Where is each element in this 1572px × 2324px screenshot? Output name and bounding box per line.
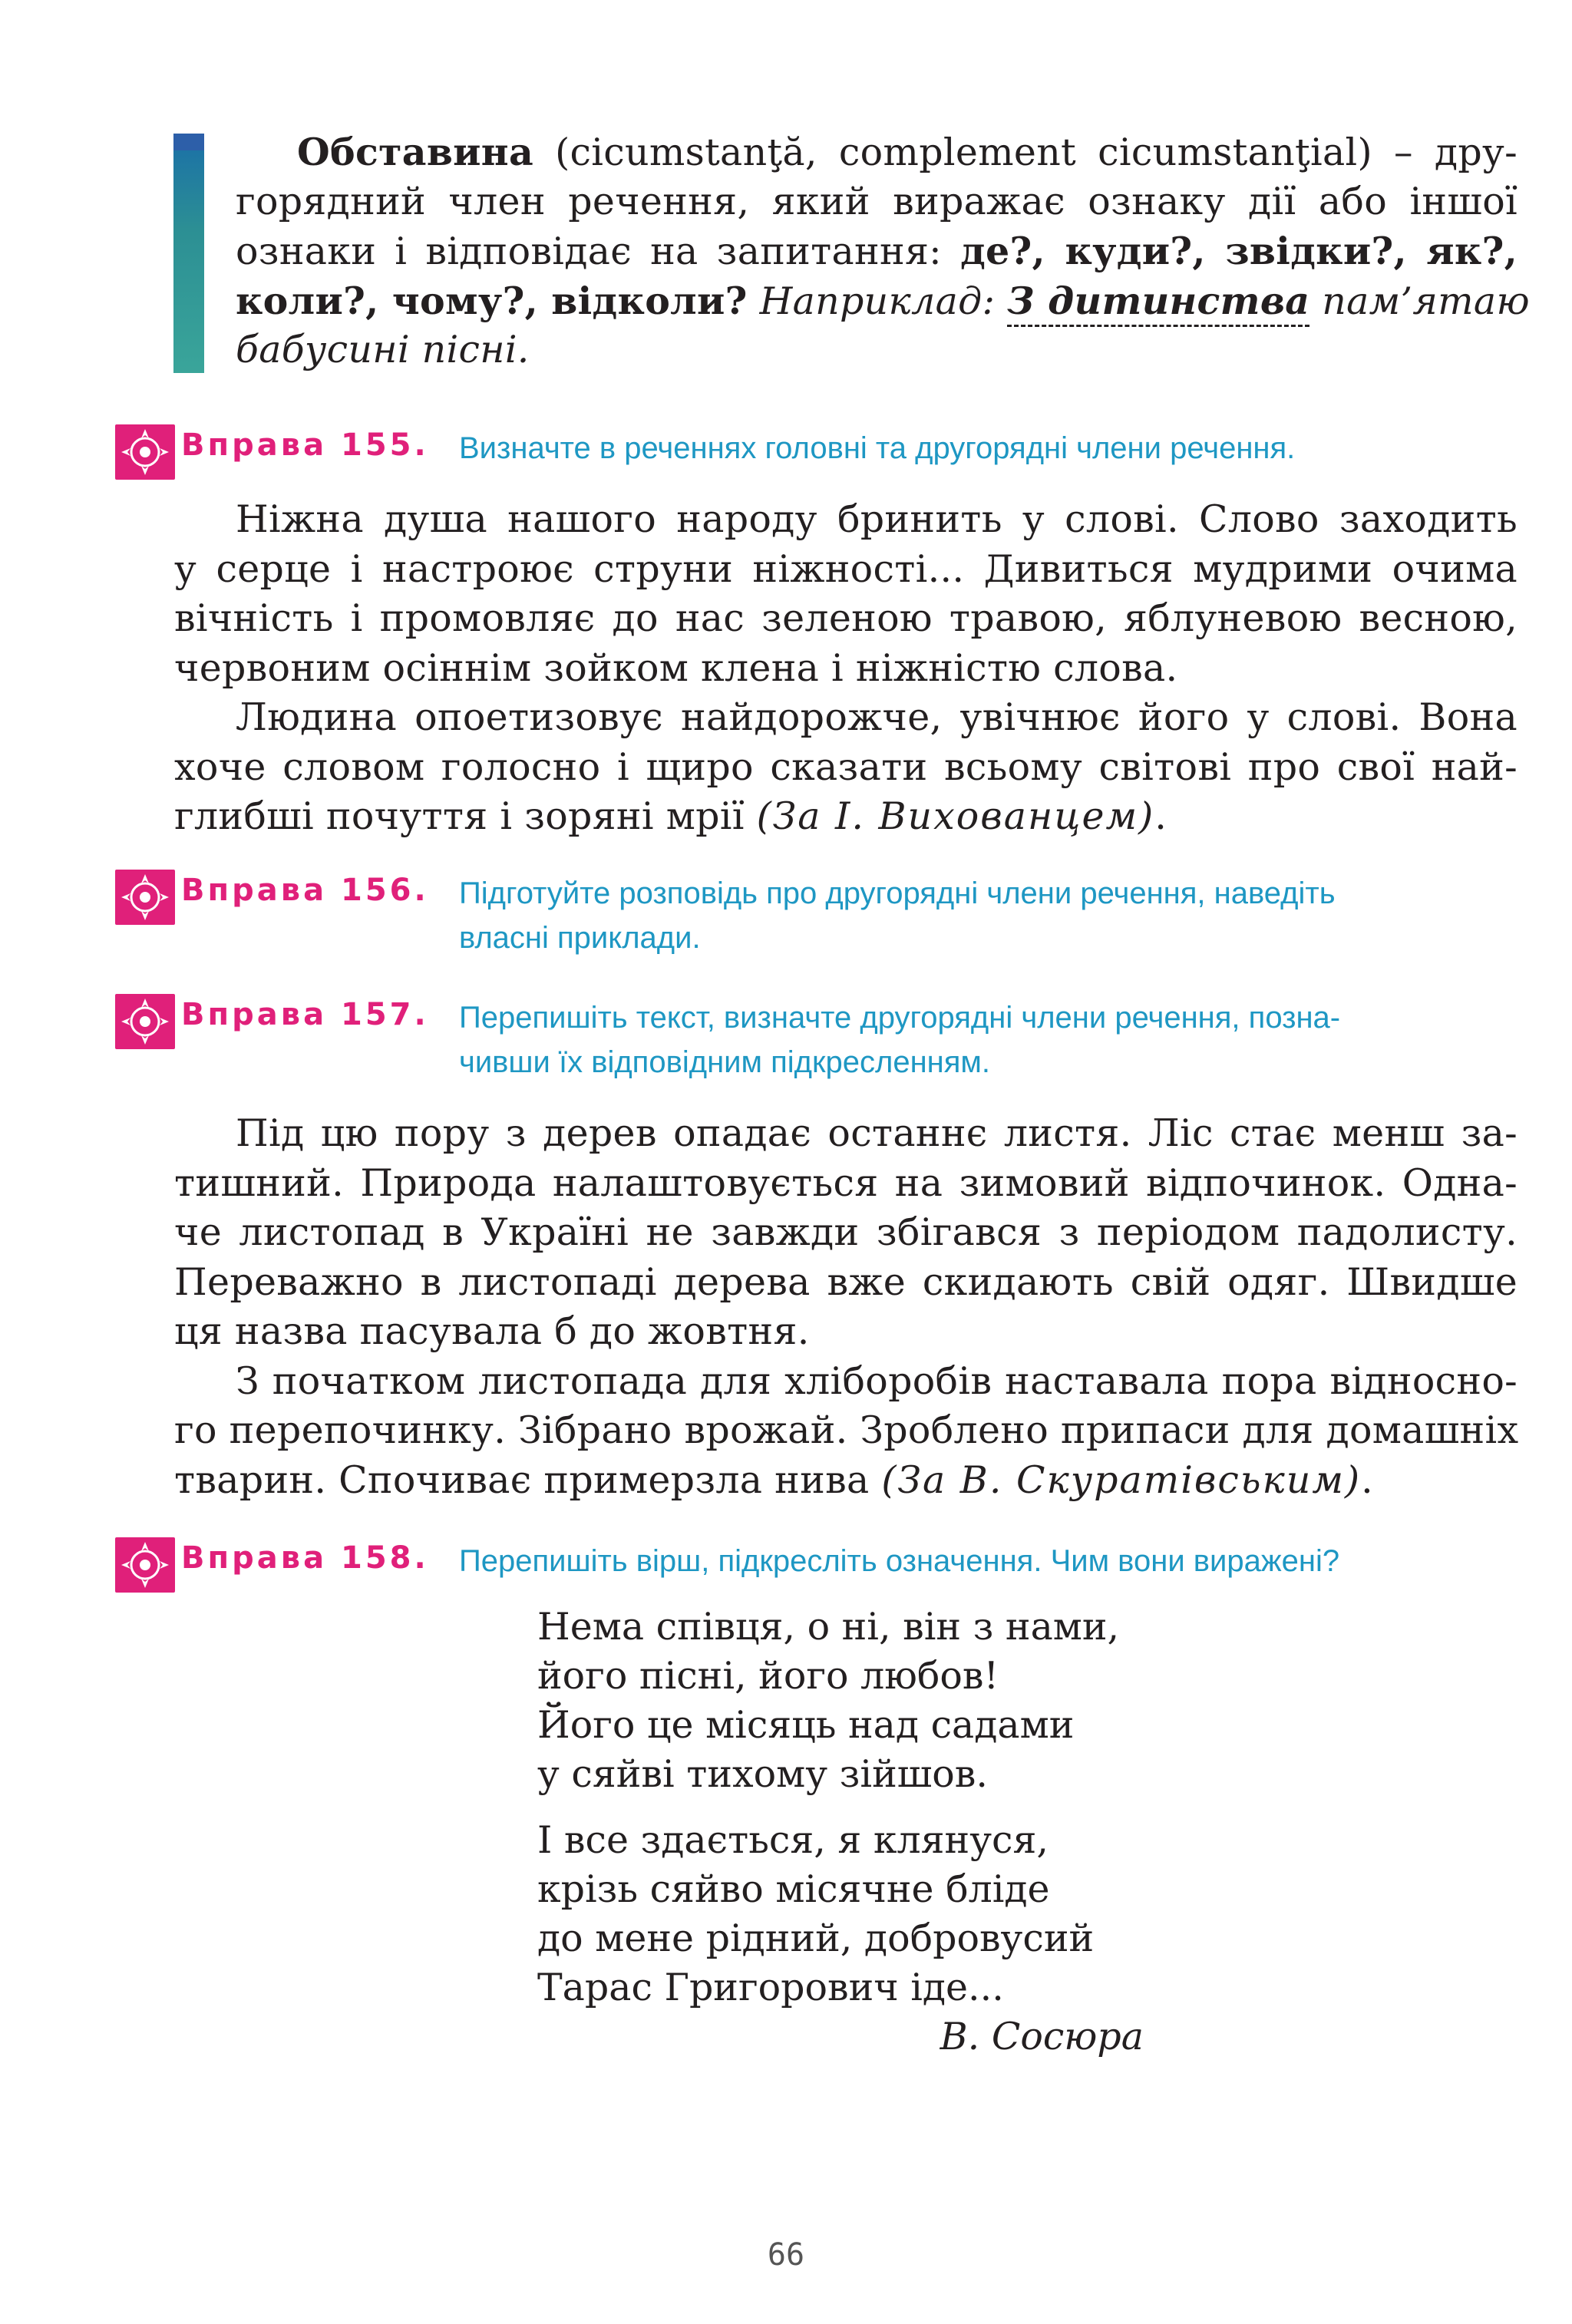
page-number: 66 [767,2237,805,2273]
exercise-157-task-line-1: Перепишіть текст, визначте другорядні члени речення, позна- [459,1001,1341,1035]
poem-stanza-1 [537,1603,1144,1799]
text-155-p2-l2: хоче словом голосно і щиро сказати всьому світові про свої най- [174,744,1518,789]
poem-author: В. Сосюра [940,2015,1144,2058]
text-157-source: (За В. Скуратівським) [881,1457,1362,1502]
text-155-p1-l1: Ніжна душа нашого народу бринить у слові. Слово заходить [236,497,1518,541]
text-157-p1-l1: Під цю пору з дерев опадає останнє листя. Ліс стає менш за- [236,1111,1518,1155]
text-157-p1-l4: Переважно в листопаді дерева вже скидають свій одяг. Швидше [174,1259,1518,1304]
text-157-p2-l1: З початком листопада для хліборобів наставала пора відносно- [236,1358,1518,1403]
poem-line: Його це місяць над садами [537,1703,1075,1747]
poem-stanza-2 [537,1816,1144,2012]
text-157-p1-l2: тишний. Природа налаштовується на зимовий відпочинок. Одна- [174,1160,1518,1205]
definition-line-5 [236,325,1518,375]
example-rest: пам’ятаю [1322,279,1530,323]
exercise-158-task-line-1: Перепишіть вірш, підкресліть означення. Чим вони виражені? [459,1544,1340,1578]
definition-line-3-text: ознаки і відповідає на запитання: [236,229,961,273]
ornament-icon [115,424,175,480]
definition-block [236,127,1530,375]
exercise-155-task-line-1: Визначте в реченнях головні та другорядні члени речення. [459,431,1296,465]
text-157-p2-l3 [174,1456,1518,1506]
definition-term: Обставина [297,130,534,174]
text-155-end: . [1154,794,1167,838]
ornament-icon [115,870,175,925]
text-155-p1 [174,495,1518,693]
exercise-158-header [115,1537,1535,1591]
poem [537,1603,1144,2062]
definition-questions-b: коли?, чому?, відколи? [236,278,748,323]
exercise-157-label: Вправа 157. [181,997,429,1032]
poem-line: І все здається, я клянуся, [537,1818,1049,1862]
text-155-p2-l3 [174,792,1518,842]
example-label: Наприклад: [759,279,996,323]
exercise-158-task [459,1539,1339,1583]
definition-line-1 [236,127,1518,177]
poem-line: Тарас Григорович іде... [537,1966,1004,2009]
exercise-156-label: Вправа 156. [181,873,429,908]
text-155-p1-l3: вічність і промовляє до нас зеленою травою, яблуневою весною, [174,596,1518,640]
definition-line-4 [236,276,1530,326]
exercise-156-header [115,870,1535,955]
definition-text [236,127,1530,375]
poem-line: у сяйві тихому зійшов. [537,1752,988,1796]
text-155-p2-l1: Людина опоетизовує найдорожче, увічнює його у слові. Вона [236,695,1518,739]
poem-line: його пісні, його любов! [537,1654,999,1698]
text-155-p2 [174,693,1518,842]
poem-line: крізь сяйво місячне бліде [537,1867,1050,1911]
text-157-p1-l5: ця назва пасувала б до жовтня. [174,1309,810,1353]
exercise-155-task [459,426,1295,470]
text-155-p2-l3-text: глибші почуття і зоряні мрії [174,794,757,838]
side-bar-cap [173,134,204,150]
exercise-155-header [115,424,1535,478]
text-157-p1-l3: че листопад в Україні не завжди збігався з періодом падолисту. [174,1210,1518,1254]
exercise-157-task [459,995,1340,1084]
definition-line-5-text: бабусині пісні. [236,328,530,371]
exercise-155-label: Вправа 155. [181,427,429,463]
exercise-158-label: Вправа 158. [181,1540,429,1576]
definition-line-2: горядний член речення, який виражає ознаку дії або іншої [236,179,1518,223]
ornament-icon [115,994,175,1049]
text-155-source: (За І. Вихованцем) [756,794,1155,838]
text-157-p2-l2: го перепочинку. Зібрано врожай. Зроблено припаси для домашніх [174,1408,1519,1452]
poem-line: до мене рідний, добровусий [537,1916,1095,1960]
text-157-p1 [174,1109,1518,1357]
text-155-p1-l4: червоним осіннім зойком клена і ніжністю слова. [174,645,1178,690]
text-157-p2 [174,1357,1518,1506]
example-underlined: З дитинства [1007,279,1309,327]
text-157-p2-l3-text: тварин. Спочиває примерзла нива [174,1457,882,1502]
text-155 [174,495,1518,842]
definition-questions-a: де?, куди?, звідки?, як?, [960,229,1518,273]
exercise-157-task-line-2: чивши їх відповідним підкресленням. [459,1045,991,1079]
definition-side-bar [173,134,204,373]
exercise-156-task [459,871,1336,960]
definition-line-3 [236,226,1518,276]
exercise-156-task-line-2: власні приклади. [459,921,701,955]
ornament-icon [115,1537,175,1593]
exercise-157-header [115,994,1535,1079]
definition-line-1-text: (cicumstanţă, complement cicumstanţial) – дру- [555,130,1518,174]
text-155-p1-l2: у серце і настроює струни ніжності... Дивиться мудрими очима [174,546,1518,591]
poem-line: Нема співця, о ні, він з нами, [537,1605,1120,1649]
text-157 [174,1109,1518,1505]
text-157-end: . [1361,1457,1373,1502]
exercise-156-task-line-1: Підготуйте розповідь про другорядні члени речення, наведіть [459,876,1336,910]
